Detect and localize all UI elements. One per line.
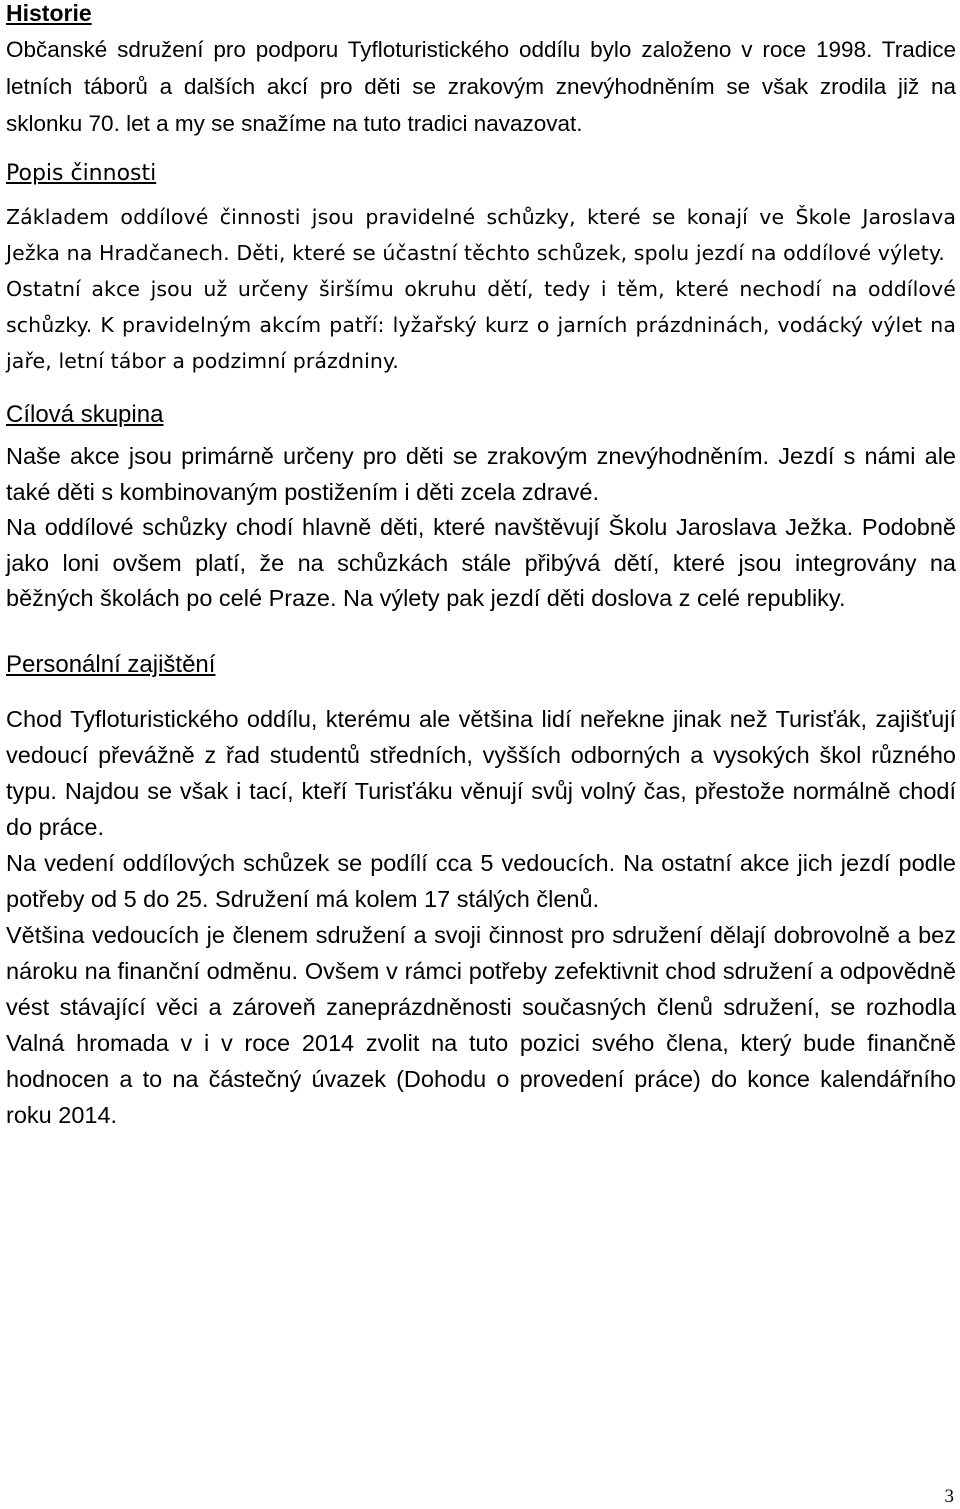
section-heading: Popis činnosti — [6, 161, 157, 186]
section-popis-cinnosti — [6, 156, 956, 379]
section-heading: Historie — [6, 0, 92, 26]
paragraph: Základem oddílové činnosti jsou pravidelné schůzky, které se konají ve Škole Jaroslava Ježka na Hradčanech. Děti, které se účastní těchto schůzek, spolu jezdí na oddílové výlety. — [6, 205, 956, 265]
section-cilova-skupina — [6, 397, 956, 617]
section-heading: Cílová skupina — [6, 401, 164, 428]
document-page — [6, 0, 956, 1133]
section-historie — [6, 0, 956, 142]
paragraph: Občanské sdružení pro podporu Tyfloturistického oddílu bylo založeno v roce 1998. Tradice letních táborů a dalších akcí pro děti se zrakovým znevýhodněním se však zrodila již na sklonku 70. let a my se snažíme na tuto tradici navazovat. — [6, 37, 956, 136]
paragraph: Naše akce jsou primárně určeny pro děti se zrakovým znevýhodněním. Jezdí s námi ale také děti s kombinovaným postižením i děti zcela zdravé. — [6, 443, 956, 505]
section-personalni-zajisteni — [6, 647, 956, 1133]
paragraph: Většina vedoucích je členem sdružení a svoji činnost pro sdružení dělají dobrovolně a bez nároku na finanční odměnu. Ovšem v rámci potřeby zefektivnit chod sdružení a odpovědně vést stávající věci a zároveň zaneprázdněnosti současných členů sdružení, se rozhodla Valná hromada v i v roce 2014 zvolit na tuto pozici svého člena, který bude finančně hodnocen a to na částečný úvazek (Dohodu o provedení práce) do konce kalendářního roku 2014. — [6, 921, 956, 1128]
paragraph: Chod Tyfloturistického oddílu, kterému ale většina lidí neřekne jinak než Turisťák, zajišťují vedoucí převážně z řad studentů středních, vyšších odborných a vysokých škol různého typu. Najdou se však i tací, kteří Turisťáku věnují svůj volný čas, přestože normálně chodí do práce. — [6, 705, 956, 840]
paragraph: Na vedení oddílových schůzek se podílí cca 5 vedoucích. Na ostatní akce jich jezdí podle potřeby od 5 do 25. Sdružení má kolem 17 stálých členů. — [6, 849, 956, 912]
page-number: 3 — [944, 1486, 954, 1507]
section-heading: Personální zajištění — [6, 650, 216, 678]
paragraph: Ostatní akce jsou už určeny širšímu okruhu dětí, tedy i těm, které nechodí na oddílové schůzky. K pravidelným akcím patří: lyžařský kurz o jarních prázdninách, vodácký výlet na jaře, letní tábor a podzimní prázdniny. — [6, 277, 956, 373]
paragraph: Na oddílové schůzky chodí hlavně děti, které navštěvují Školu Jaroslava Ježka. Podobně jako loni ovšem platí, že na schůzkách stále přibývá dětí, které jsou integrovány na běžných školách po celé Praze. Na výlety pak jezdí děti doslova z celé republiky. — [6, 514, 956, 611]
